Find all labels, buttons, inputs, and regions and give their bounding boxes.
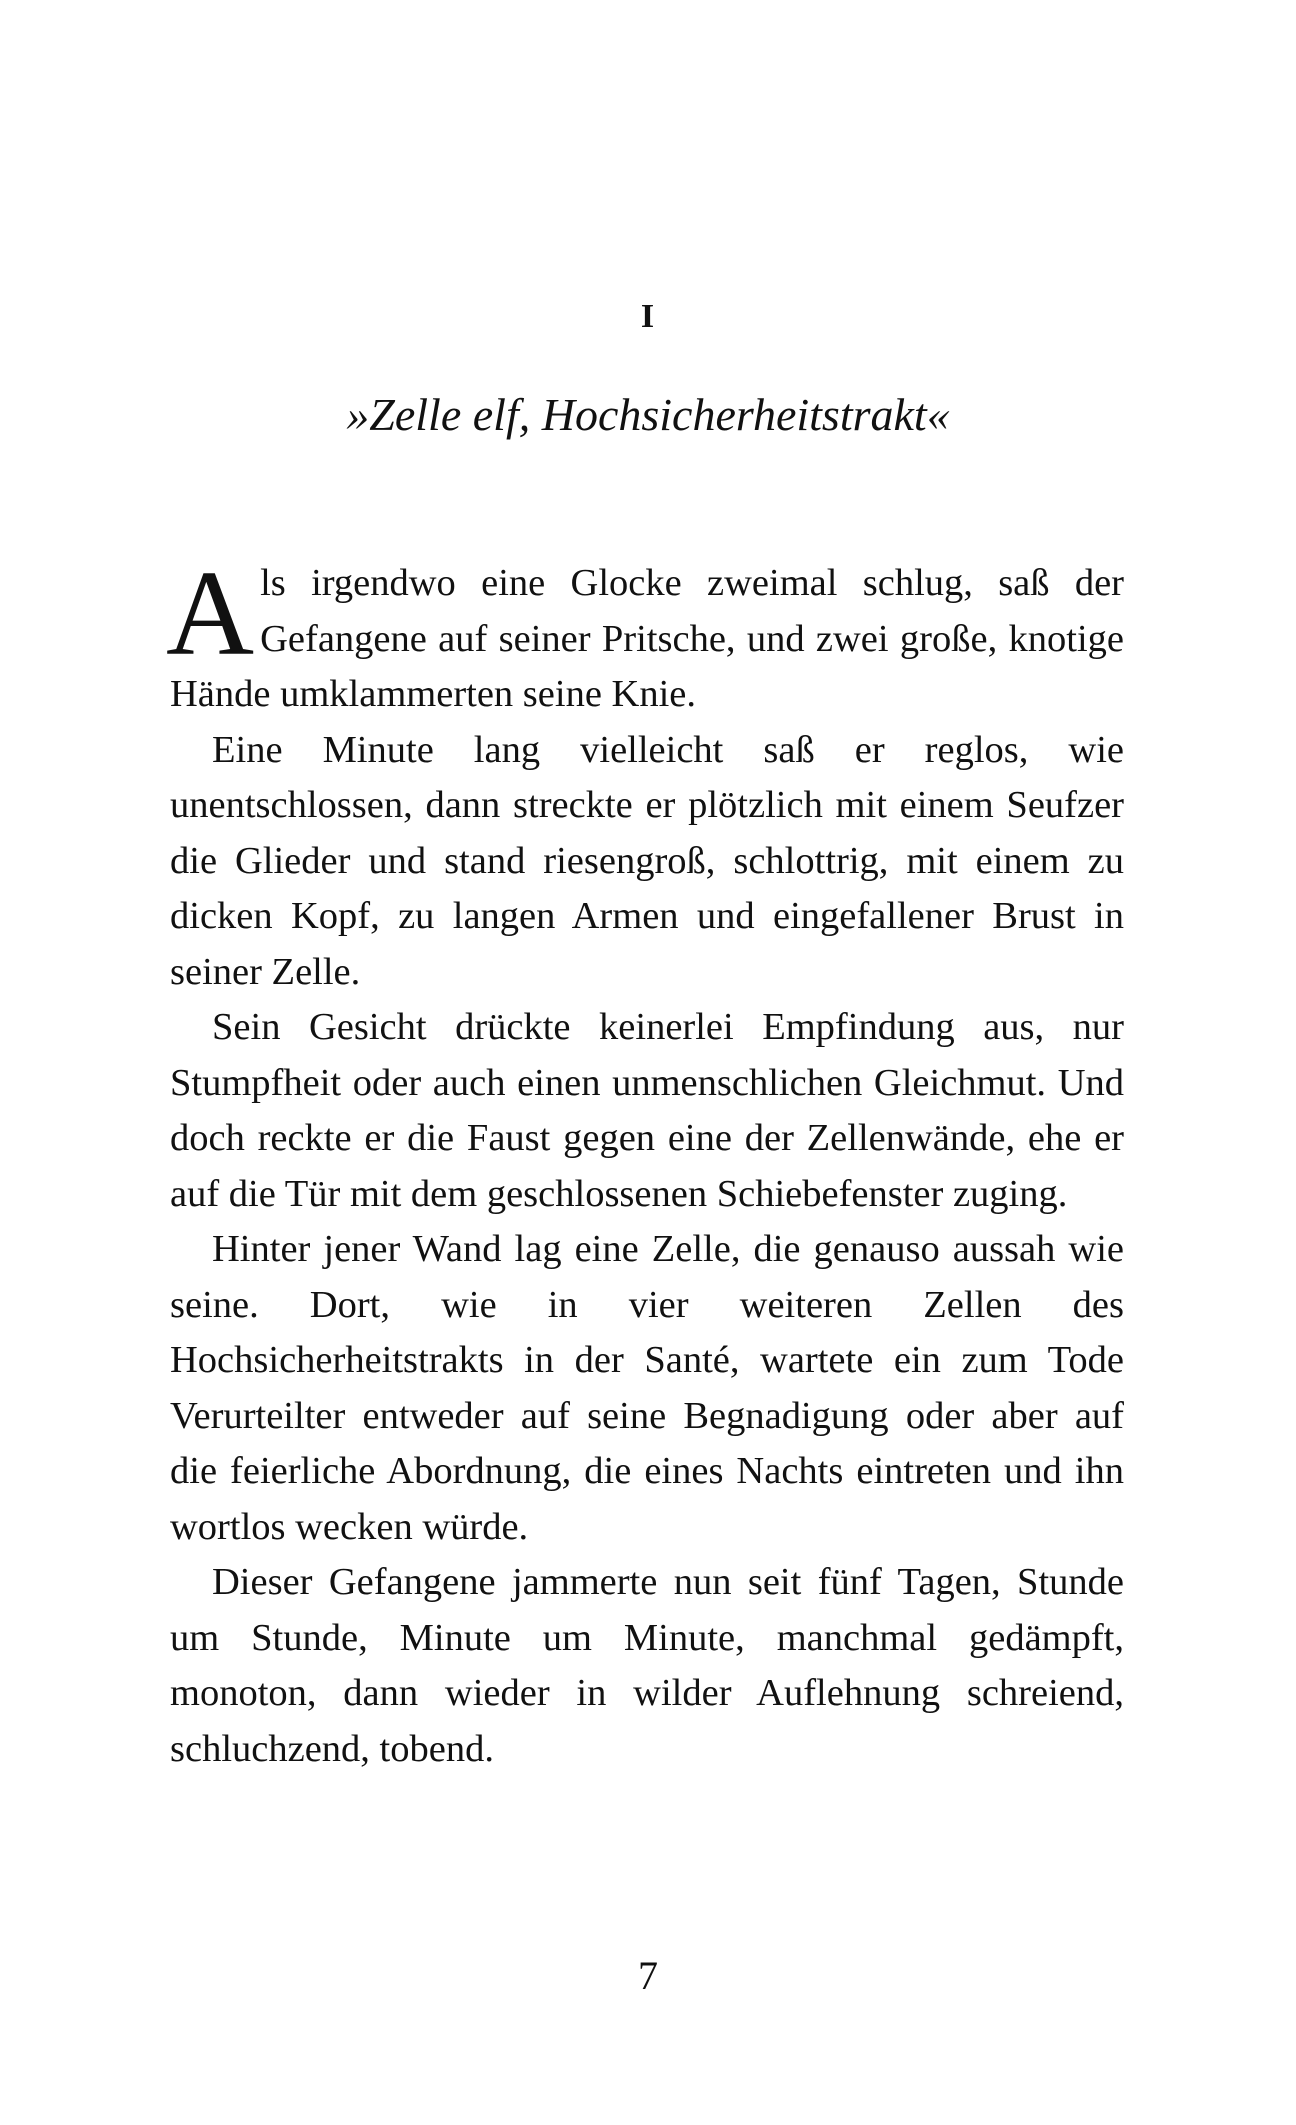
- page-number: 7: [638, 1953, 658, 1998]
- paragraph-4: Hinter jener Wand lag eine Zelle, die genauso aussah wie seine. Dort, wie in vier weiteren Zellen des Hochsicherheitstrakts in der Santé, wartete ein zum Tode Verurteilter entweder auf seine Begnadigung oder aber auf die feierliche Abordnung, die eines Nachts eintreten und ihn wortlos wecken würde.: [170, 1228, 1124, 1548]
- paragraph-2: Eine Minute lang vielleicht saß er reglos, wie unentschlossen, dann streckte er plötzlich mit einem Seufzer die Glieder und stand riesengroß, schlottrig, mit einem zu dicken Kopf, zu langen Armen und eingefallener Brust in seiner Zelle.: [170, 728, 1124, 993]
- paragraph-3: Sein Gesicht drückte keinerlei Empfindung aus, nur Stumpfheit oder auch einen unmenschlichen Gleichmut. Und doch reckte er die Faust gegen eine der Zellenwände, ehe er auf die Tür mit dem geschlossenen Schiebefenster zuging.: [170, 1006, 1124, 1215]
- paragraph-1: [166, 546, 1124, 723]
- paragraph-5: Dieser Gefangene jammerte nun seit fünf Tagen, Stunde um Stunde, Minute um Minute, manchmal gedämpft, monoton, dann wieder in wilder Auflehnung schreiend, schluchzend, tobend.: [170, 1561, 1124, 1770]
- chapter-body: [166, 546, 1124, 1777]
- chapter-number: I: [640, 298, 656, 335]
- drop-cap: A: [166, 546, 255, 681]
- chapter-title: »Zelle elf, Hochsicherheitstrakt«: [346, 389, 950, 440]
- paragraph-1-text: ls irgendwo eine Glocke zweimal schlug, saß der Gefangene auf seiner Pritsche, und zwei große, knotige Hände umklammerten seine Knie.: [170, 562, 1124, 715]
